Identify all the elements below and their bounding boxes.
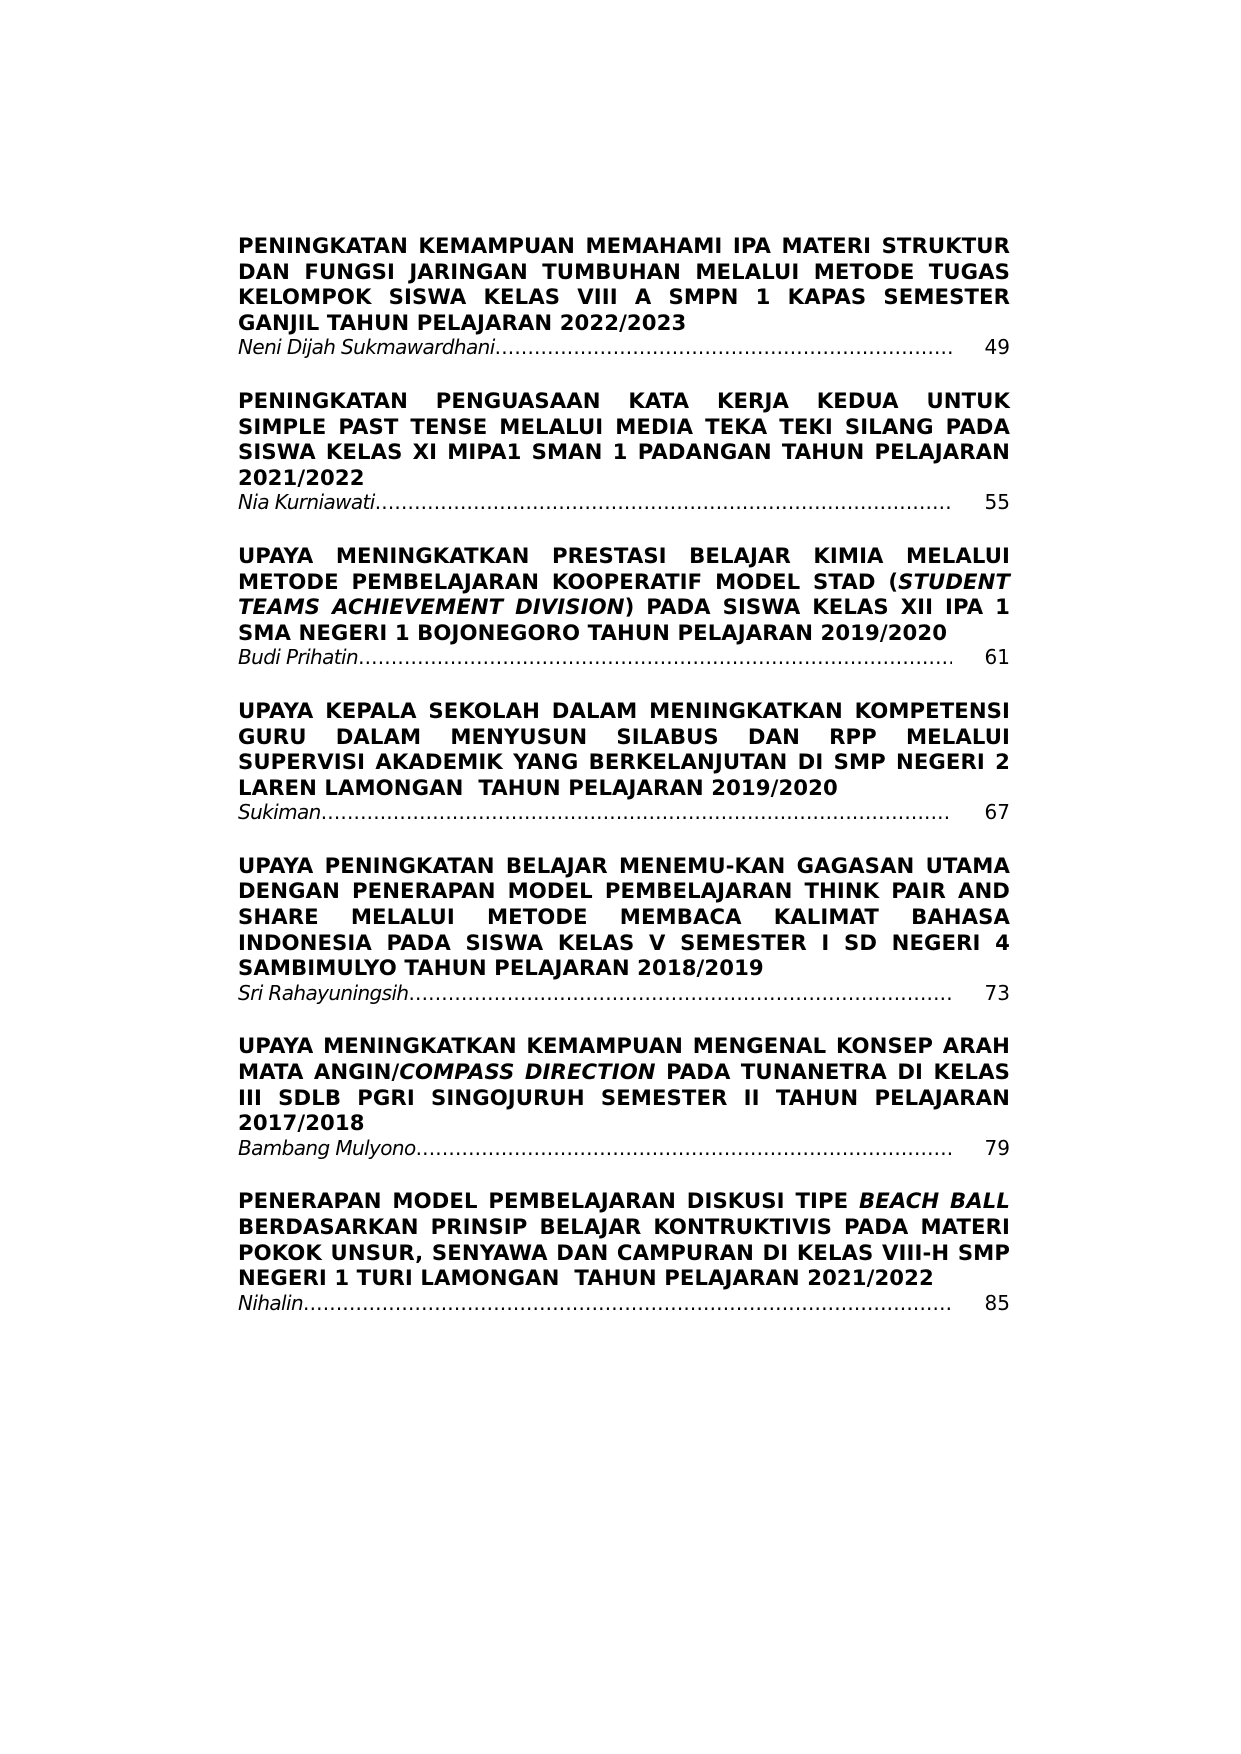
dot-leader <box>416 1136 952 1162</box>
entry-author: Neni Dijah Sukmawardhani <box>238 335 495 360</box>
entry-title-italic-text: COMPASS DIRECTION <box>399 1059 656 1085</box>
entry-title-text: UPAYA PENINGKATAN BELAJAR MENEMU-KAN GAGASAN UTAMA DENGAN PENERAPAN MODEL PEMBELAJARAN THINK PAIR AND SHARE MELALUI METODE MEMBACA KALIMAT BAHASA INDONESIA PADA SISWA KELAS V SEMESTER I SD NEGERI 4 SAMBIMULYO TAHUN PELAJARAN 2018/2019 <box>238 852 1018 981</box>
entry-author: Sukiman <box>238 800 321 825</box>
toc-entry <box>238 387 1025 516</box>
dot-leader <box>495 335 952 361</box>
toc-entry <box>238 1033 1018 1161</box>
entry-title <box>238 697 1018 800</box>
entry-title-italic-text: STUDENT TEAMS ACHIEVEMENT DIVISION <box>238 568 1018 620</box>
entry-title <box>238 387 1025 490</box>
toc-entry <box>238 697 1018 826</box>
entry-title <box>238 852 1018 981</box>
entry-author-line <box>238 1291 1010 1317</box>
entry-title-text: PENERAPAN MODEL PEMBELAJARAN DISKUSI TIPE <box>238 1188 860 1214</box>
entry-title-text: PENINGKATAN KEMAMPUAN MEMAHAMI IPA MATERI STRUKTUR DAN FUNGSI JARINGAN TUMBUHAN MELALUI METODE TUGAS KELOMPOK SISWA KELAS VIII A SMPN 1 KAPAS SEMESTER GANJIL TAHUN PELAJARAN 2022/2023 <box>238 233 1018 335</box>
entry-title-text: UPAYA KEPALA SEKOLAH DALAM MENINGKATKAN KOMPETENSI GURU DALAM MENYUSUN SILABUS DAN RPP MELALUI SUPERVISI AKADEMIK YANG BERKELANJUTAN DI SMP NEGERI 2 LAREN LAMONGAN TAHUN PELAJARAN 2019/2020 <box>238 697 1018 800</box>
dot-leader <box>375 490 952 516</box>
toc-entry <box>238 1188 1018 1316</box>
entry-author-line <box>238 981 1010 1007</box>
entry-title-text: BERDASARKAN PRINSIP BELAJAR KONTRUKTIVIS PADA MATERI POKOK UNSUR, SENYAWA DAN CAMPURAN DI KELAS VIII-H SMP NEGERI 1 TURI LAMONGAN TAHUN PELAJARAN 2021/2022 <box>238 1188 1018 1291</box>
entry-title-text: PENINGKATAN PENGUASAAN KATA KERJA KEDUA UNTUK SIMPLE PAST TENSE MELALUI MEDIA TEKA TEKI SILANG PADA SISWA KELAS XI MIPA1 SMAN 1 PADANGAN TAHUN PELAJARAN 2021/2022 <box>238 387 1025 490</box>
entry-author-line <box>238 335 1010 361</box>
entry-author-line <box>238 645 1010 671</box>
entry-title-text: UPAYA MENINGKATKAN KEMAMPUAN MENGENAL KONSEP ARAH MATA ANGIN/ <box>238 1033 1018 1085</box>
entry-page-number: 49 <box>984 335 1010 360</box>
entry-title <box>238 542 1018 645</box>
entry-title-text: PADA TUNANETRA DI KELAS III SDLB PGRI SINGOJURUH SEMESTER II TAHUN PELAJARAN 2017/2018 <box>238 1059 1018 1136</box>
entry-author: Nihalin <box>238 1290 304 1315</box>
entry-page-number: 73 <box>984 980 1010 1005</box>
entry-page-number: 55 <box>984 490 1010 515</box>
entry-title <box>238 233 1018 335</box>
entry-author: Budi Prihatin <box>238 645 359 670</box>
toc-entry <box>238 233 1018 361</box>
entry-author: Nia Kurniawati <box>238 490 375 515</box>
entry-title <box>238 1033 1018 1136</box>
entry-title-text: ) PADA SISWA KELAS XII IPA 1 SMA NEGERI 1 BOJONEGORO TAHUN PELAJARAN 2019/2020 <box>238 594 1018 645</box>
entry-title-italic-text: BEACH BALL <box>859 1188 1010 1214</box>
toc-entry <box>238 542 1018 671</box>
entry-title <box>238 1188 1018 1291</box>
table-of-contents <box>238 233 1025 1343</box>
entry-author: Sri Rahayuningsih <box>238 980 409 1005</box>
entry-page-number: 67 <box>984 800 1010 825</box>
entry-author: Bambang Mulyono <box>238 1135 416 1160</box>
entry-author-line <box>238 800 1010 826</box>
dot-leader <box>358 645 952 671</box>
entry-author-line <box>238 1136 1010 1162</box>
dot-leader <box>303 1291 952 1317</box>
entry-author-line <box>238 490 1010 516</box>
dot-leader <box>408 981 952 1007</box>
entry-page-number: 79 <box>984 1135 1010 1160</box>
entry-page-number: 61 <box>984 645 1010 670</box>
entry-title-text: UPAYA MENINGKATKAN PRESTASI BELAJAR KIMIA MELALUI METODE PEMBELAJARAN KOOPERATIF MODEL STAD ( <box>238 542 1018 594</box>
entry-page-number: 85 <box>984 1290 1010 1315</box>
toc-entry <box>238 852 1018 1007</box>
dot-leader <box>321 800 952 826</box>
